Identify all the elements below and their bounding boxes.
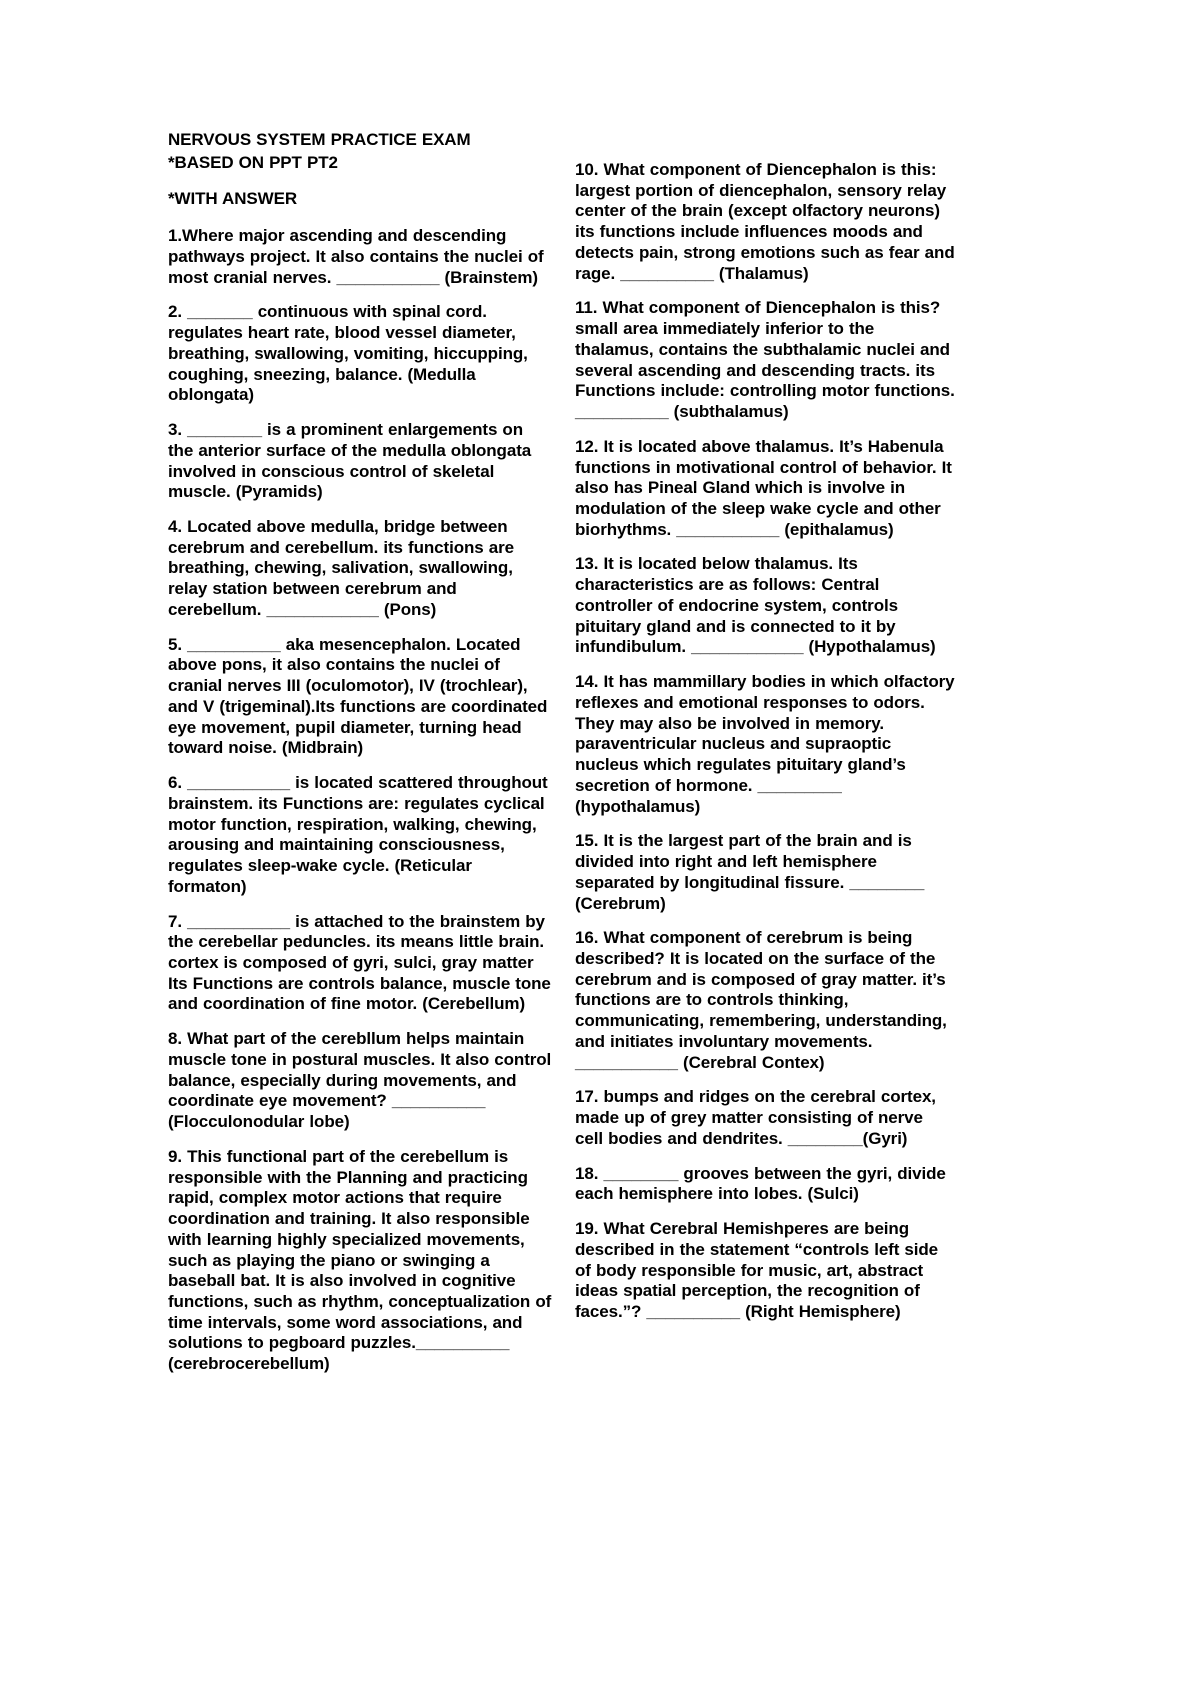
exam-item-1: 1.Where major ascending and descending pathways project. It also contains the nuclei of most cranial nerves. ___________ (Brainstem) [168,226,544,287]
exam-item-2: 2. _______ continuous with spinal cord. regulates heart rate, blood vessel diameter, breathing, swallowing, vomiting, hiccupping, coughing, sneezing, balance. (Medulla oblongata) [168,302,528,405]
exam-item-9: 9. This functional part of the cerebellum is responsible with the Planning and practicing rapid, complex motor actions that require coordination and training. It also responsible with learning highly specialized movements, such as playing the piano or swinging a baseball bat. It is also involved in cognitive functions, such as rhythm, conceptualization of time intervals, some word associations, and solutions to pegboard puzzles.__________ (cerebrocerebellum) [168,1146,552,1374]
exam-item-18: 18. ________ grooves between the gyri, divide each hemisphere into lobes. (Sulci) [575,1163,946,1204]
right-column [575,160,955,1337]
exam-item-8: 8. What part of the cerebllum helps maintain muscle tone in postural muscles. It also control balance, especially during movements, and coordinate eye movement? __________ (Flocculonodular lobe) [168,1029,552,1132]
exam-item-7: 7. ___________ is attached to the brainstem by the cerebellar peduncles. its means little brain. cortex is composed of gyri, sulci, gray matter Its Functions are controls balance, muscle tone and coordination of fine motor. (Cerebellum) [168,911,551,1014]
exam-item-14: 14. It has mammillary bodies in which olfactory reflexes and emotional responses to odors. They may also be involved in memory. paraventricular nucleus and supraoptic nucleus which regulates pituitary gland’s secretion of hormone. _________ (hypothalamus) [575,672,955,816]
exam-item-15: 15. It is the largest part of the brain and is divided into right and left hemisphere separated by longitudinal fissure. ________ (Cerebrum) [575,831,925,913]
exam-item-5: 5. __________ aka mesencephalon. Located above pons, it also contains the nuclei of cranial nerves III (oculomotor), IV (trochlear), and V (trigeminal).Its functions are coordinated eye movement, pupil diameter, turning head toward noise. (Midbrain) [168,634,548,758]
exam-item-19: 19. What Cerebral Hemishperes are being described in the statement “controls left side of body responsible for music, art, abstract ideas spatial perception, the recognition of faces.”? __________ (Right Hemisphere) [575,1219,939,1321]
doc-subtitle-with-answer: *WITH ANSWER [168,189,297,209]
exam-item-4: 4. Located above medulla, bridge between cerebrum and cerebellum. its functions are breathing, chewing, salivation, swallowing, relay station between cerebrum and cerebellum. ____________ (Pons) [168,517,514,619]
exam-item-10: 10. What component of Diencephalon is this: largest portion of diencephalon, sensory relay center of the brain (except olfactory neurons) its functions include influences moods and detects pain, strong emotions such as fear and rage. __________ (Thalamus) [575,160,955,283]
doc-title: NERVOUS SYSTEM PRACTICE EXAM [168,130,471,149]
left-column [168,130,552,1389]
exam-item-16: 16. What component of cerebrum is being described? It is located on the surface of the cerebrum and is composed of gray matter. it’s functions are to controls thinking, communicating, remembering, understanding, and initiates involuntary movements. ___________ (Cerebral Contex) [575,928,947,1072]
doc-subtitle-based-on: *BASED ON PPT PT2 [168,152,338,172]
exam-item-6: 6. ___________ is located scattered throughout brainstem. its Functions are: regulates cyclical motor function, respiration, walking, chewing, arousing and maintaining consciousness, regulates sleep-wake cycle. (Reticular formaton) [168,773,548,896]
exam-item-11: 11. What component of Diencephalon is this? small area immediately inferior to the thalamus, contains the subthalamic nuclei and several ascending and descending tracts. its Functions include: controlling motor functions. __________ (subthalamus) [575,298,955,422]
exam-item-17: 17. bumps and ridges on the cerebral cortex, made up of grey matter consisting of nerve cell bodies and dendrites. ________(Gyri) [575,1087,936,1148]
exam-item-3: 3. ________ is a prominent enlargements on the anterior surface of the medulla oblongata involved in conscious control of skeletal muscle. (Pyramids) [168,420,532,502]
exam-item-13: 13. It is located below thalamus. Its characteristics are as follows: Central controller of endocrine system, controls pituitary gland and is connected to it by infundibulum. ____________ (Hypothalamus) [575,554,936,657]
exam-item-12: 12. It is located above thalamus. It’s Habenula functions in motivational control of behavior. It also has Pineal Gland which is involve in modulation of the sleep wake cycle and other biorhythms. ___________ (epithalamus) [575,436,952,539]
